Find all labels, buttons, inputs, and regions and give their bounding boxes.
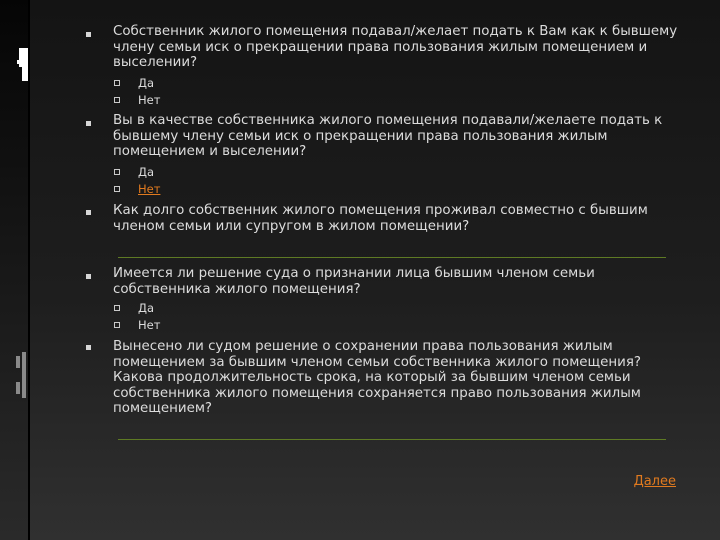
bullet-icon: [86, 121, 91, 126]
answer-input-line[interactable]: [118, 257, 666, 258]
option-yes[interactable]: [30, 75, 330, 91]
left-decor-band: [0, 0, 28, 540]
decor-bar: [22, 48, 28, 81]
option-box-icon: [114, 305, 120, 311]
option-label: Нет: [138, 318, 161, 332]
bullet-icon: [86, 274, 91, 279]
option-no[interactable]: [30, 317, 330, 333]
option-no[interactable]: [30, 92, 330, 108]
bullet-icon: [86, 32, 91, 37]
option-box-icon: [114, 169, 120, 175]
bullet-icon: [86, 345, 91, 350]
answer-input-line[interactable]: [118, 439, 666, 440]
option-label: Нет: [138, 93, 161, 107]
option-box-icon: [114, 97, 120, 103]
option-box-icon: [114, 80, 120, 86]
question-1-text: Собственник жилого помещения подавал/желает подать к Вам как к бывшему члену семьи иск о прекращении права пользования жилым помещением и выселении?: [113, 24, 678, 70]
option-box-icon: [114, 322, 120, 328]
decor-bar: [22, 352, 26, 398]
option-box-icon: [114, 186, 120, 192]
option-label: Да: [138, 165, 155, 179]
option-yes[interactable]: [30, 164, 330, 180]
slide-panel: [30, 0, 720, 540]
option-no-link[interactable]: Нет: [138, 182, 161, 196]
option-yes[interactable]: [30, 300, 330, 316]
option-no[interactable]: [30, 181, 330, 197]
option-label: Да: [138, 301, 155, 315]
question-5-text: Вынесено ли судом решение о сохранении права пользования жилым помещением за бывшим членом семьи собственника жилого помещения? Какова продолжительность срока, на который за бывшим членом семьи собственника жилого помещения сохраняется право пользования жилым помещением?: [113, 339, 642, 416]
next-link[interactable]: Далее: [633, 474, 676, 489]
decor-bar: [16, 382, 20, 394]
question-3-text: Как долго собственник жилого помещения проживал совместно с бывшим членом семьи или супругом в жилом помещении?: [113, 203, 648, 234]
decor-bar: [16, 356, 20, 368]
question-2-text: Вы в качестве собственника жилого помещения подавали/желаете подать к бывшему члену семьи иск о прекращении права пользования жилым помещением и выселении?: [113, 113, 663, 159]
question-4-text: Имеется ли решение суда о признании лица бывшим членом семьи собственника жилого помещения?: [113, 266, 595, 297]
bullet-icon: [86, 210, 91, 215]
option-label: Да: [138, 76, 155, 90]
